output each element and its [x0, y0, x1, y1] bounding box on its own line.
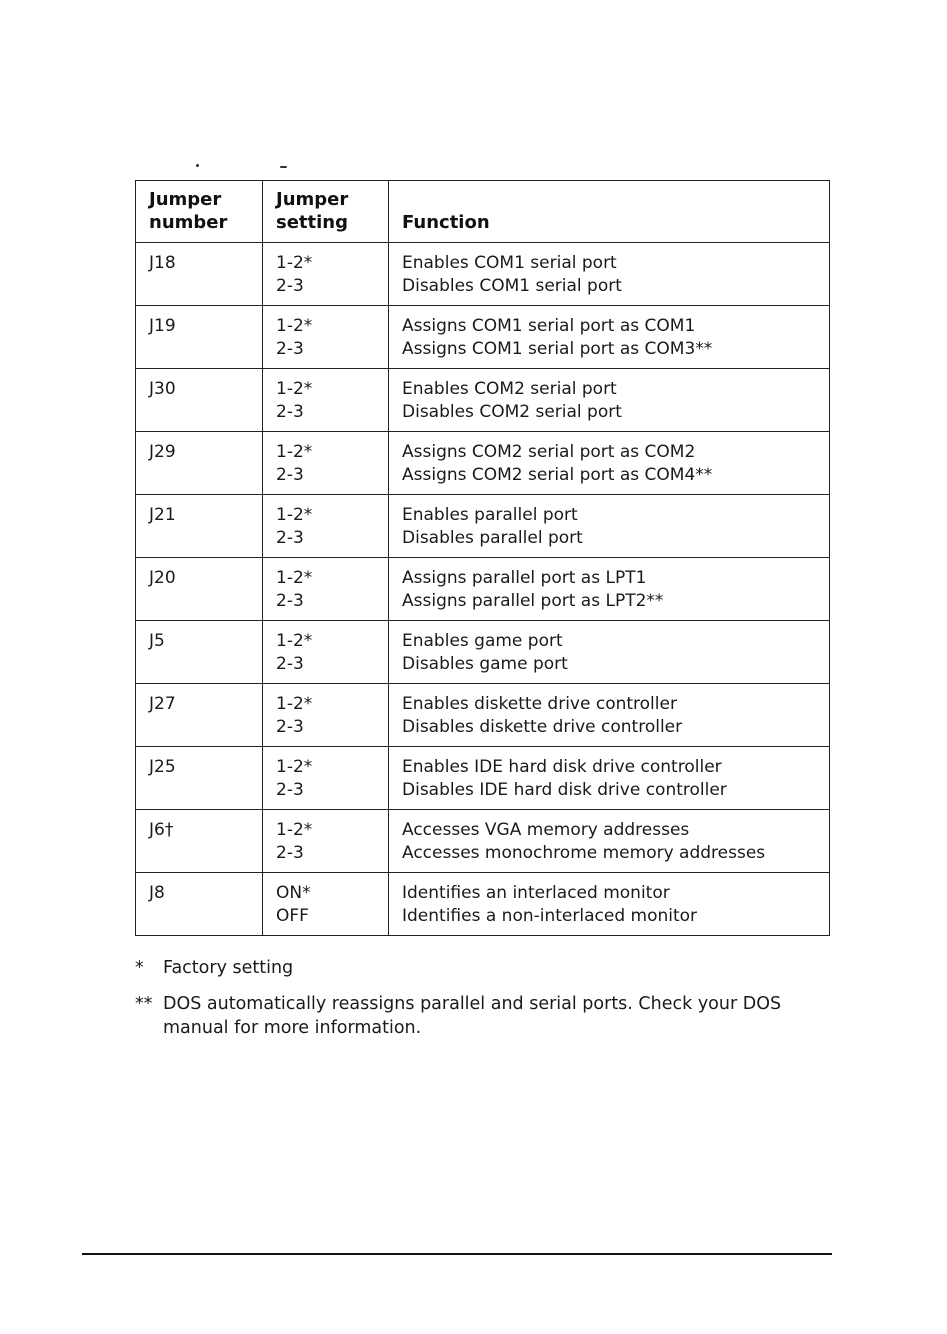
setting-value: 1-2* — [276, 316, 313, 336]
setting-value: 1-2* — [276, 505, 313, 525]
table-row — [136, 810, 830, 873]
footnote-mark: * — [135, 958, 144, 978]
setting-value: 1-2* — [276, 568, 313, 588]
jumper-setting-cell — [263, 558, 389, 621]
header-function — [389, 181, 830, 243]
jumper-number-cell — [136, 306, 263, 369]
setting-value: 2-3 — [276, 528, 304, 548]
setting-value: 2-3 — [276, 780, 304, 800]
function-text: Enables COM1 serial port — [402, 253, 617, 273]
footnotes — [135, 956, 835, 1052]
setting-value: 1-2* — [276, 820, 313, 840]
jumper-setting-cell — [263, 684, 389, 747]
function-text: Assigns COM1 serial port as COM3** — [402, 339, 713, 359]
jumper-number: J8 — [149, 883, 165, 903]
table-row — [136, 243, 830, 306]
function-text: Enables game port — [402, 631, 563, 651]
jumper-setting-cell — [263, 306, 389, 369]
function-text: Identifies a non-interlaced monitor — [402, 906, 698, 926]
jumper-number-cell — [136, 621, 263, 684]
function-text: Enables IDE hard disk drive controller — [402, 757, 722, 777]
jumper-setting-cell — [263, 810, 389, 873]
table-row — [136, 873, 830, 936]
function-text: Enables COM2 serial port — [402, 379, 617, 399]
jumper-setting-cell — [263, 243, 389, 306]
function-text: Accesses VGA memory addresses — [402, 820, 690, 840]
function-cell — [389, 873, 830, 936]
footer-rule — [82, 1253, 832, 1255]
function-text: Enables diskette drive controller — [402, 694, 677, 714]
setting-value: 1-2* — [276, 694, 313, 714]
setting-value: ON* — [276, 883, 311, 903]
function-cell — [389, 432, 830, 495]
function-text: Disables game port — [402, 654, 568, 674]
jumper-number-cell — [136, 495, 263, 558]
function-cell — [389, 747, 830, 810]
function-cell — [389, 810, 830, 873]
jumper-number-cell — [136, 747, 263, 810]
jumper-setting-cell — [263, 747, 389, 810]
print-specks — [190, 160, 310, 174]
setting-value: 2-3 — [276, 654, 304, 674]
jumper-number-cell — [136, 873, 263, 936]
function-text: Assigns parallel port as LPT1 — [402, 568, 647, 588]
jumper-number-cell — [136, 243, 263, 306]
function-text: Identifies an interlaced monitor — [402, 883, 670, 903]
header-line: Jumper — [276, 189, 349, 210]
jumper-setting-cell — [263, 432, 389, 495]
function-cell — [389, 684, 830, 747]
jumper-number: J6† — [149, 820, 174, 840]
setting-value: 2-3 — [276, 843, 304, 863]
function-text: Assigns COM1 serial port as COM1 — [402, 316, 696, 336]
jumper-number-cell — [136, 432, 263, 495]
jumper-number: J25 — [149, 757, 176, 777]
jumper-number: J5 — [149, 631, 165, 651]
setting-value: 1-2* — [276, 757, 313, 777]
jumper-settings-table — [135, 180, 830, 936]
header-jumper-number — [136, 181, 263, 243]
jumper-number: J27 — [149, 694, 176, 714]
footnote-text: DOS automatically reassigns parallel and serial ports. Check your DOS manual for more information. — [163, 994, 782, 1038]
function-cell — [389, 621, 830, 684]
table-row — [136, 369, 830, 432]
jumper-number: J19 — [149, 316, 176, 336]
header-line: setting — [276, 212, 348, 233]
function-cell — [389, 369, 830, 432]
function-text: Assigns COM2 serial port as COM4** — [402, 465, 713, 485]
footnote-text: Factory setting — [163, 958, 294, 978]
setting-value: 1-2* — [276, 379, 313, 399]
setting-value: OFF — [276, 906, 309, 926]
table-row — [136, 432, 830, 495]
function-text: Assigns parallel port as LPT2** — [402, 591, 664, 611]
setting-value: 2-3 — [276, 717, 304, 737]
setting-value: 2-3 — [276, 402, 304, 422]
function-cell — [389, 306, 830, 369]
setting-value: 1-2* — [276, 253, 313, 273]
setting-value: 1-2* — [276, 442, 313, 462]
speck-mark — [280, 166, 287, 168]
jumper-setting-cell — [263, 495, 389, 558]
setting-value: 2-3 — [276, 339, 304, 359]
jumper-number: J29 — [149, 442, 176, 462]
jumper-setting-cell — [263, 621, 389, 684]
table-body — [136, 243, 830, 936]
header-line: Jumper — [149, 189, 222, 210]
header-line: number — [149, 212, 228, 233]
table-row — [136, 747, 830, 810]
jumper-number-cell — [136, 684, 263, 747]
function-text: Disables parallel port — [402, 528, 583, 548]
function-cell — [389, 495, 830, 558]
jumper-number: J21 — [149, 505, 176, 525]
header-line: Function — [402, 212, 490, 233]
function-text: Disables COM2 serial port — [402, 402, 622, 422]
jumper-number: J30 — [149, 379, 176, 399]
function-text: Assigns COM2 serial port as COM2 — [402, 442, 696, 462]
table-row — [136, 306, 830, 369]
table-header-row — [136, 181, 830, 243]
table-row — [136, 684, 830, 747]
function-text: Disables COM1 serial port — [402, 276, 622, 296]
jumper-number: J18 — [149, 253, 176, 273]
table-row — [136, 495, 830, 558]
header-jumper-setting — [263, 181, 389, 243]
function-cell — [389, 558, 830, 621]
function-text: Enables parallel port — [402, 505, 578, 525]
jumper-setting-cell — [263, 873, 389, 936]
jumper-number-cell — [136, 810, 263, 873]
footnote-dos-reassign — [135, 992, 835, 1040]
jumper-number: J20 — [149, 568, 176, 588]
table-row — [136, 558, 830, 621]
function-text: Disables diskette drive controller — [402, 717, 683, 737]
footnote-factory-setting — [135, 956, 835, 980]
speck-mark — [196, 164, 199, 167]
setting-value: 1-2* — [276, 631, 313, 651]
function-text: Accesses monochrome memory addresses — [402, 843, 766, 863]
function-text: Disables IDE hard disk drive controller — [402, 780, 727, 800]
footnote-mark: ** — [135, 994, 153, 1014]
table-row — [136, 621, 830, 684]
setting-value: 2-3 — [276, 591, 304, 611]
jumper-number-cell — [136, 369, 263, 432]
function-cell — [389, 243, 830, 306]
setting-value: 2-3 — [276, 276, 304, 296]
setting-value: 2-3 — [276, 465, 304, 485]
jumper-number-cell — [136, 558, 263, 621]
jumper-setting-cell — [263, 369, 389, 432]
